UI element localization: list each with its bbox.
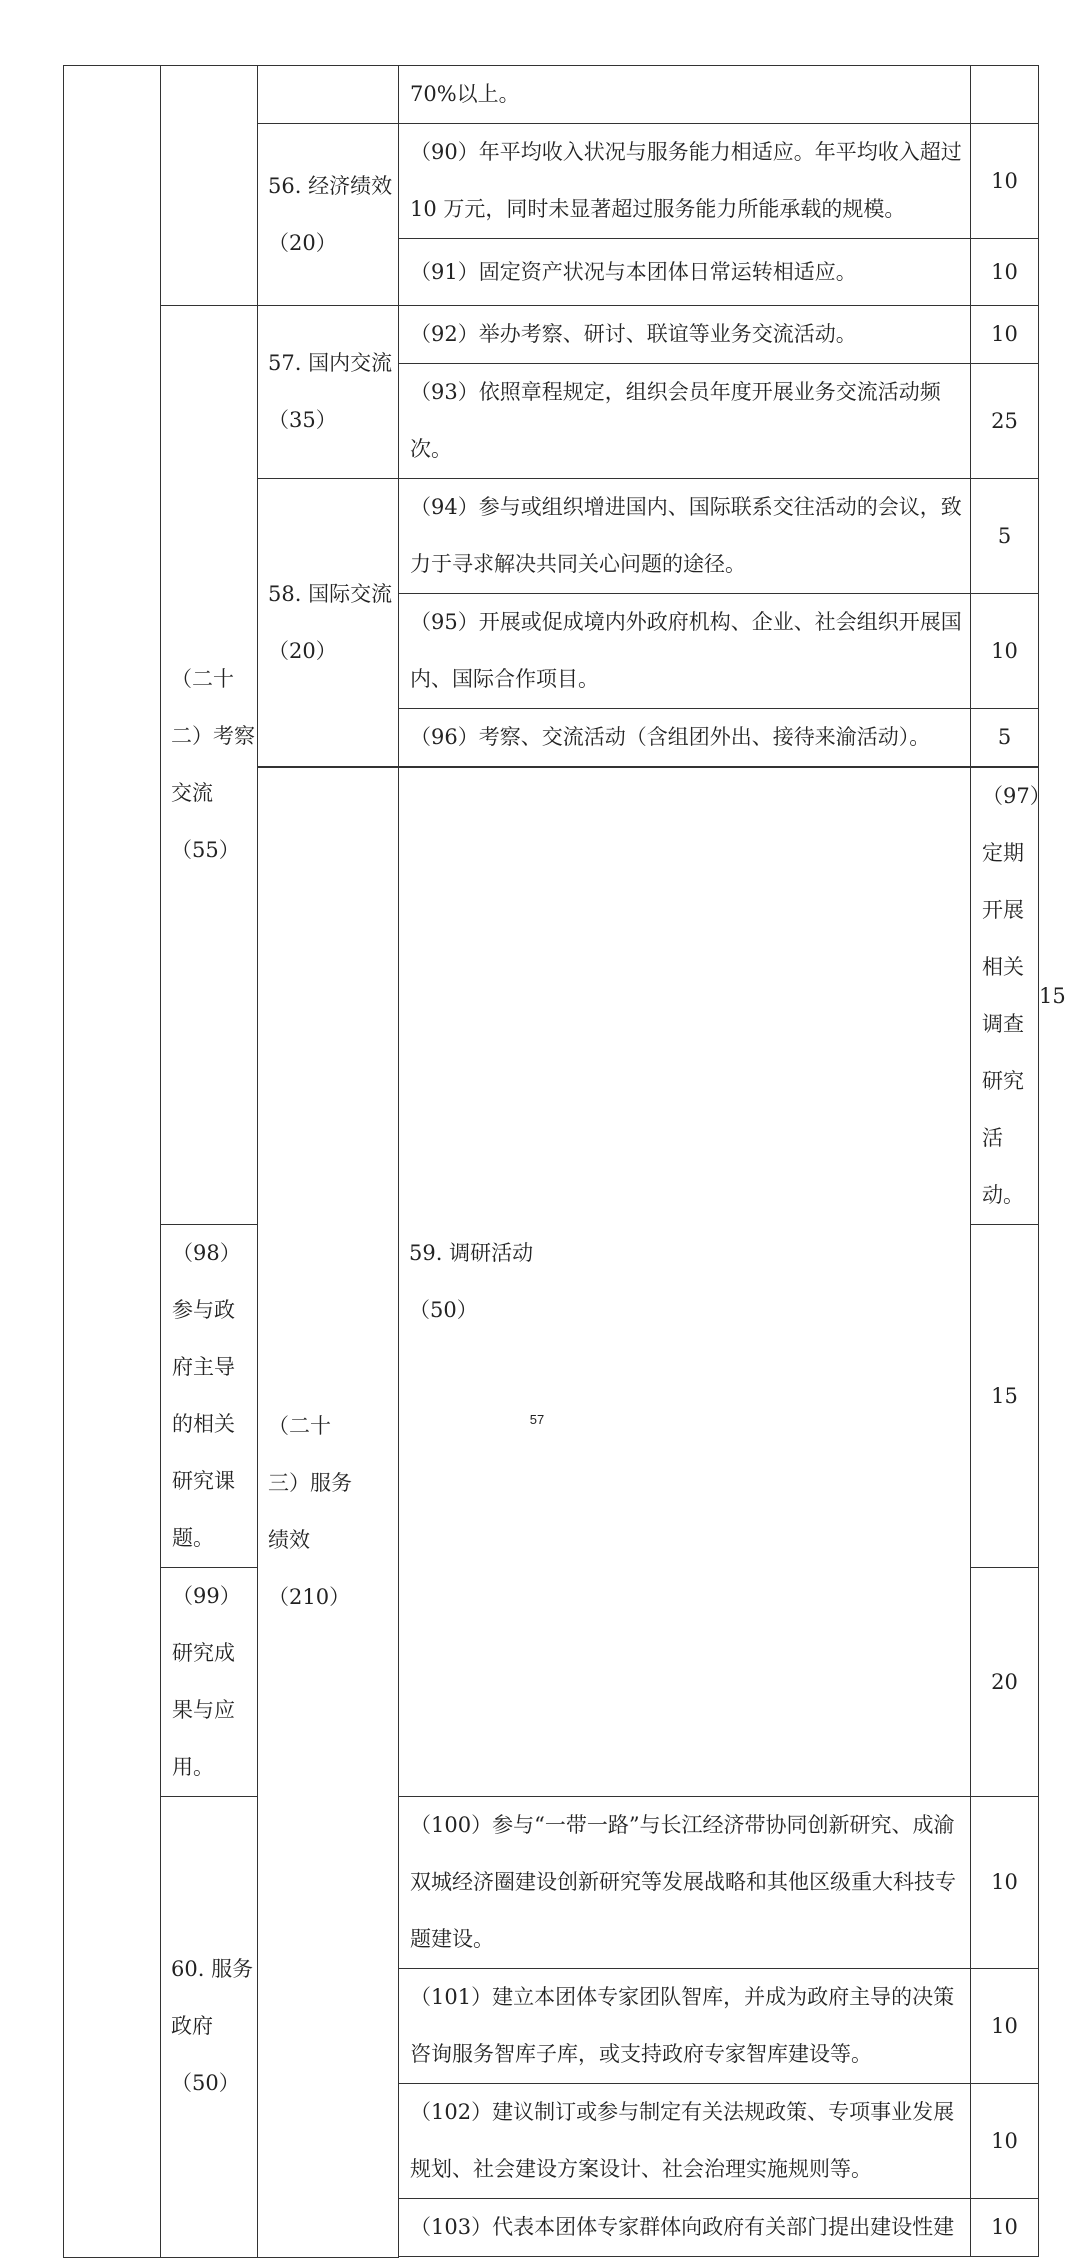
section-line: 三）服务 (268, 1471, 352, 1496)
criterion-points (971, 66, 1039, 124)
item-score: （20） (268, 230, 337, 255)
item-score: （35） (268, 408, 337, 432)
item-cell-60 (161, 1797, 258, 2258)
criterion-text: （91）固定资产状况与本团体日常运转相适应。 (399, 239, 971, 306)
criterion-text: （96）考察、交流活动（含组团外出、接待来渝活动）。 (399, 709, 971, 767)
item-cell-56 (258, 124, 399, 306)
item-score: （50） (171, 2071, 240, 2096)
category-cell (64, 66, 161, 2258)
criterion-points: 10 (971, 594, 1039, 709)
item-name: 56. 经济绩效 (268, 173, 393, 198)
item-cell-58 (258, 479, 399, 767)
criterion-points: 10 (971, 1969, 1039, 2084)
item-cell-57 (258, 306, 399, 479)
item-name: 58. 国际交流 (268, 581, 393, 606)
table-row (64, 1797, 1039, 1969)
criterion-text: 70%以上。 (399, 66, 971, 124)
table-row (64, 306, 1039, 364)
section-line: （210） (268, 1585, 351, 1610)
criterion-points: 20 (971, 1568, 1039, 1797)
item-score: （20） (268, 638, 337, 663)
criterion-text: （90）年平均收入状况与服务能力相适应。年平均收入超过 10 万元，同时未显著超过服务能力所能承载的规模。 (399, 124, 971, 239)
criterion-points: 5 (971, 709, 1039, 767)
criterion-text: （97）定期开展相关调查研究活动。 (971, 768, 1039, 1225)
section-line: 二）考察 (171, 724, 255, 748)
page-number: 57 (529, 1412, 545, 1427)
section-cell-23 (258, 768, 399, 2258)
section-line: （二十 (268, 1414, 331, 1439)
criterion-text: （94）参与或组织增进国内、国际联系交往活动的会议，致力于寻求解决共同关心问题的途径。 (399, 479, 971, 594)
item-name: 60. 服务政府 (171, 1957, 254, 2039)
criterion-text: （95）开展或促成境内外政府机构、企业、社会组织开展国内、国际合作项目。 (399, 594, 971, 709)
criterion-text: （98）参与政府主导的相关研究课题。 (161, 1225, 258, 1568)
criterion-points: 10 (971, 124, 1039, 239)
criterion-points: 10 (971, 1797, 1039, 1969)
criterion-text: （92）举办考察、研讨、联谊等业务交流活动。 (399, 306, 971, 364)
criterion-points: 5 (971, 479, 1039, 594)
item-score: （50） (409, 1298, 478, 1322)
item-name: 57. 国内交流 (268, 351, 393, 375)
section-cell-prev (161, 66, 258, 306)
item-cell-59 (399, 768, 971, 1797)
item-name: 59. 调研活动 (409, 1241, 534, 1265)
criterion-points: 10 (971, 2199, 1039, 2257)
criterion-points: 10 (971, 239, 1039, 306)
criterion-text: （100）参与“一带一路”与长江经济带协同创新研究、成渝双城经济圈建设创新研究等发展战略和其他区级重大科技专题建设。 (399, 1797, 971, 1969)
evaluation-table (63, 65, 1066, 2258)
section-line: （二十 (171, 667, 234, 691)
criterion-text: （102）建议制订或参与制定有关法规政策、专项事业发展规划、社会建设方案设计、社会治理实施规则等。 (399, 2084, 971, 2199)
criterion-text: （101）建立本团体专家团队智库，并成为政府主导的决策咨询服务智库子库，或支持政府专家智库建设等。 (399, 1969, 971, 2084)
criterion-text: （99）研究成果与应用。 (161, 1568, 258, 1797)
section-cell-22 (161, 306, 258, 1225)
table-row: （二十 三）服务 绩效 （210） 59. 调研活动 （50） （97）定期开展相关调查研究活动。 15 (64, 768, 1039, 1225)
item-cell-prev (258, 66, 399, 124)
criterion-points: 25 (971, 364, 1039, 479)
criterion-points: 15 (971, 1225, 1039, 1568)
section-line: 绩效 (268, 1528, 310, 1553)
criterion-points: 10 (971, 306, 1039, 364)
section-line: （55） (171, 838, 240, 862)
criterion-text: （103）代表本团体专家群体向政府有关部门提出建设性建 (399, 2199, 971, 2257)
criterion-points: 10 (971, 2084, 1039, 2199)
table-row (64, 66, 1039, 124)
section-line: 交流 (171, 781, 213, 805)
criterion-text: （93）依照章程规定，组织会员年度开展业务交流活动频次。 (399, 364, 971, 479)
